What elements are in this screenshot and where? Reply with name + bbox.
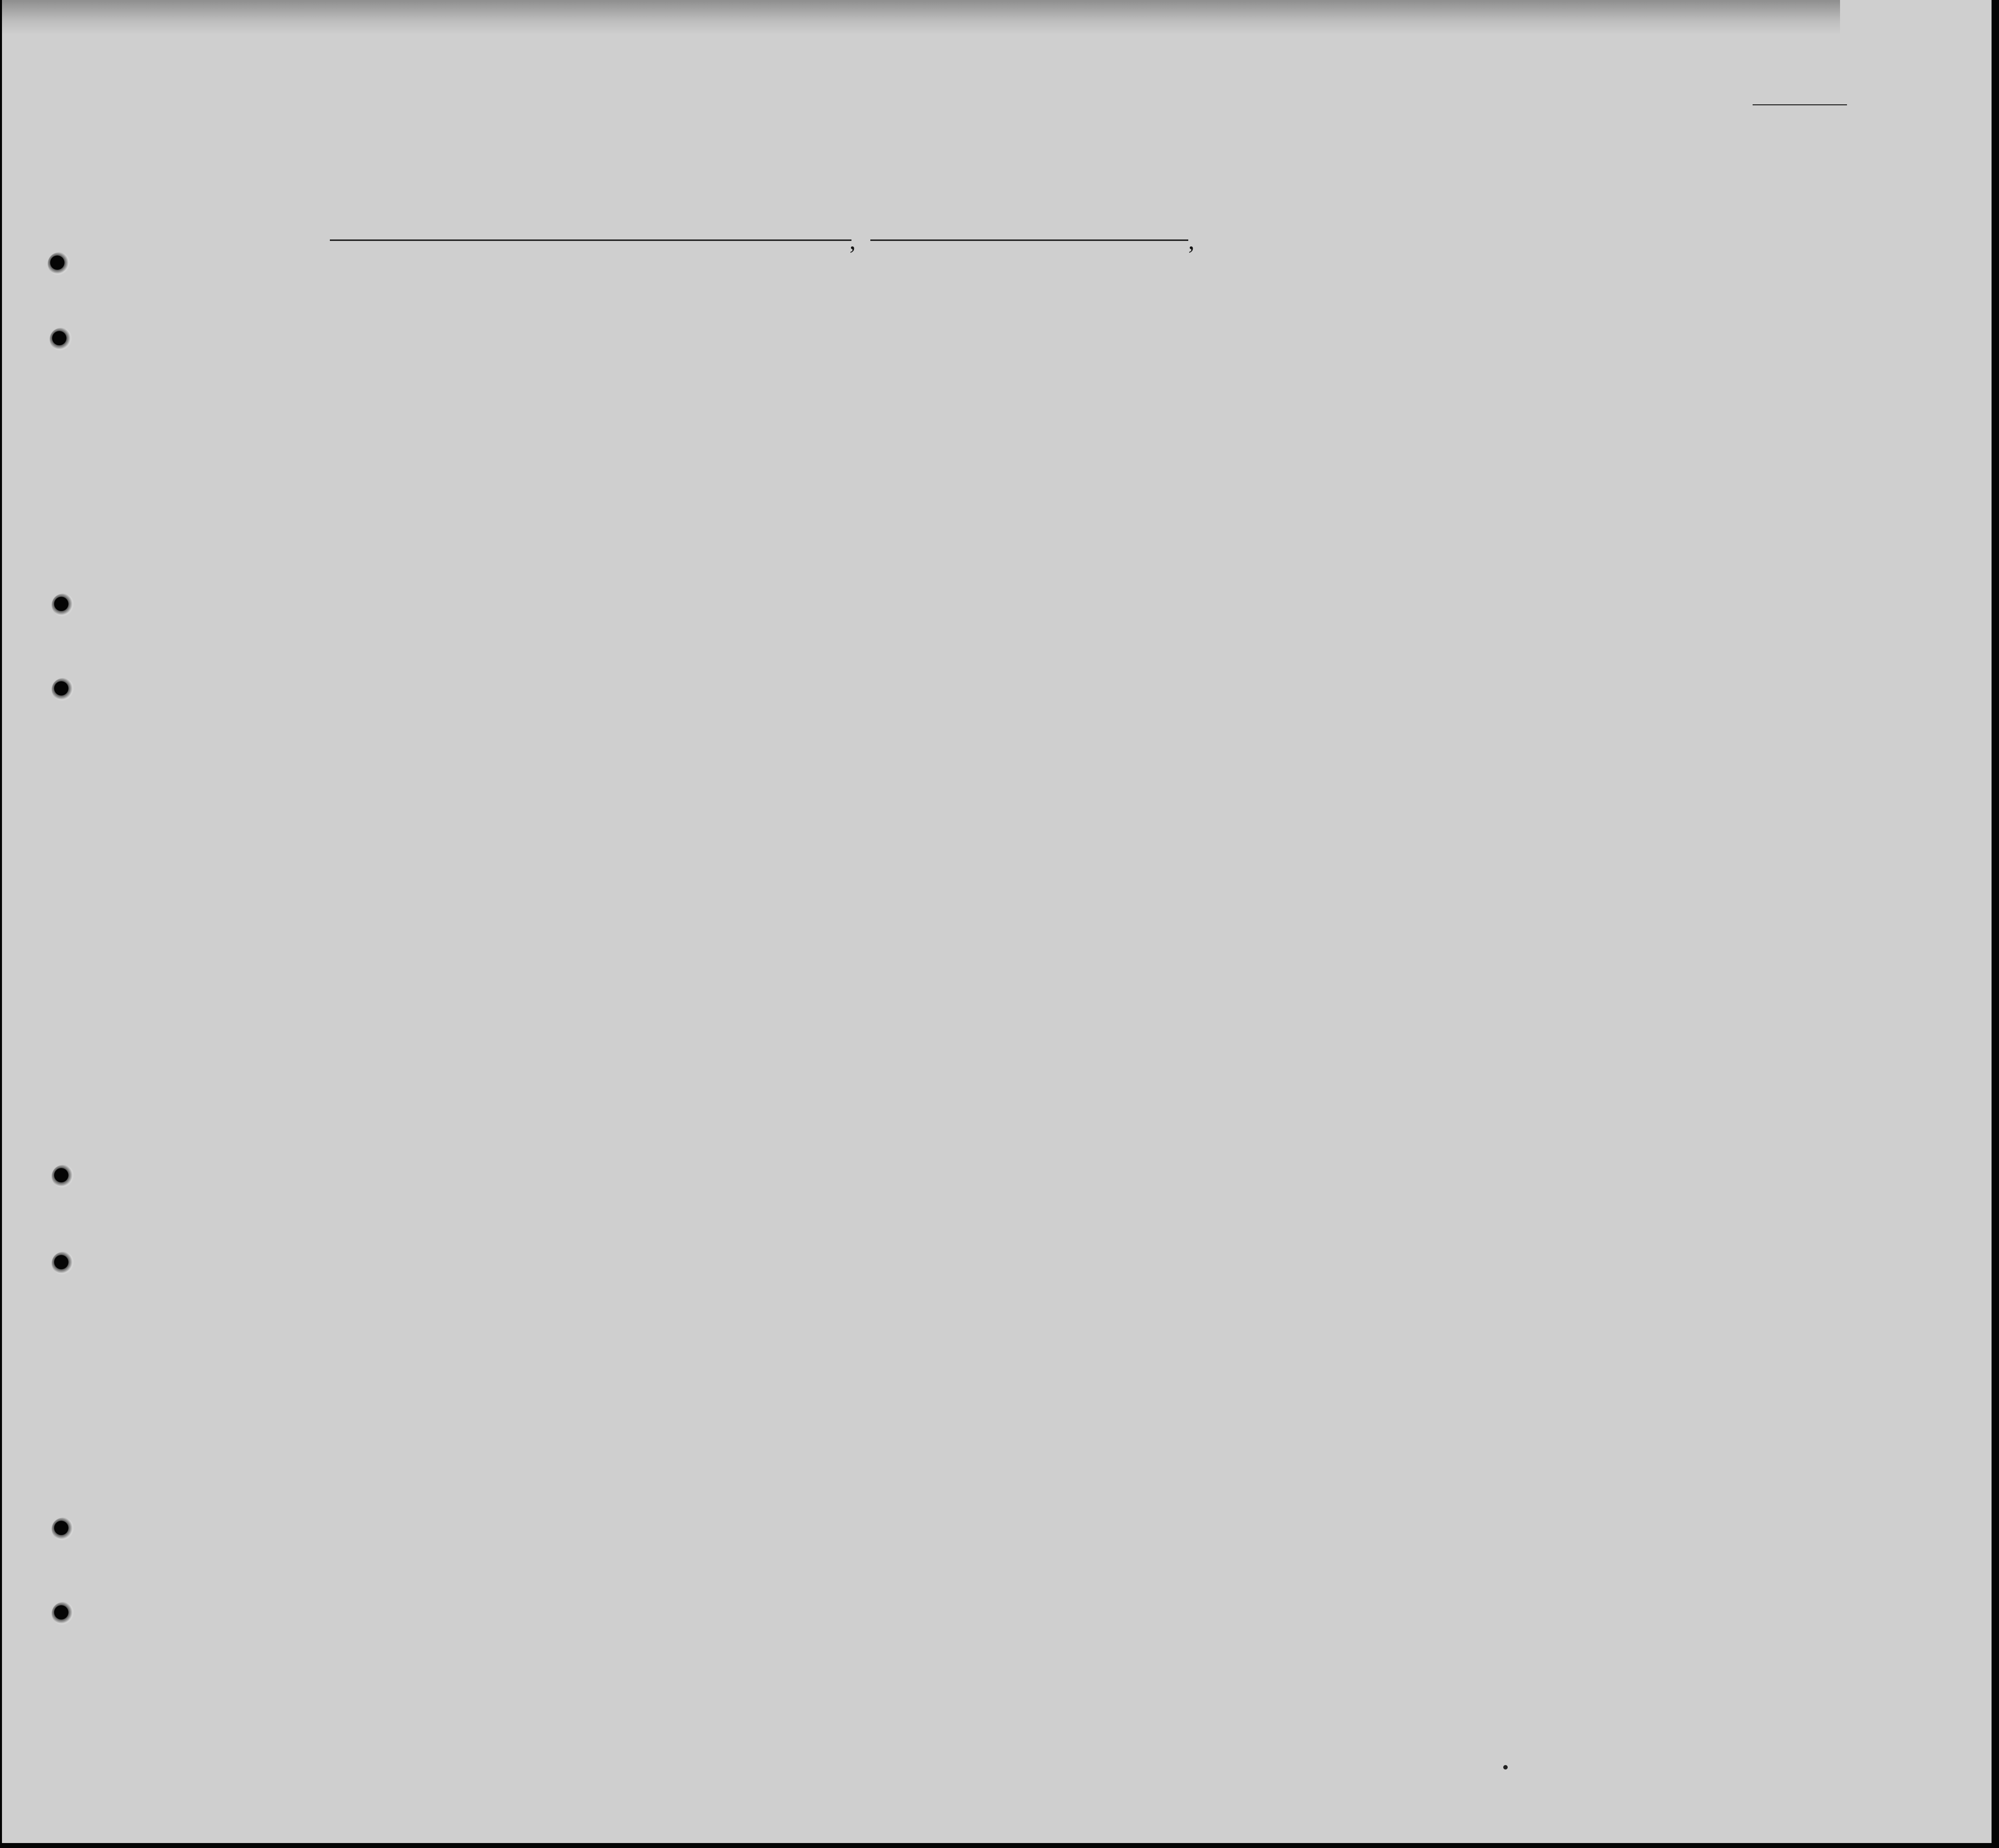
header-money — [697, 310, 722, 440]
punch-hole — [52, 1165, 75, 1188]
punch-hole — [48, 252, 71, 275]
port-line — [330, 239, 851, 241]
header-arrested — [1501, 313, 1526, 442]
header-prison — [1277, 318, 1307, 442]
punch-hole — [50, 328, 73, 351]
manifest-sheet — [2, 0, 1992, 1843]
date-line — [870, 239, 1188, 241]
comma-1: , — [849, 227, 856, 254]
header-purpose-citizen — [1247, 343, 1272, 442]
header-polygamist — [1332, 318, 1349, 442]
header-ticket — [573, 310, 598, 440]
header-anarchist — [1358, 318, 1375, 442]
top-edge-strip — [2, 0, 1840, 35]
punch-hole — [52, 594, 75, 616]
punch-hole — [52, 1602, 75, 1625]
punch-hole — [52, 1252, 75, 1275]
punch-hole — [52, 1518, 75, 1540]
header-overthrow — [1381, 313, 1440, 442]
ink-dot — [1503, 1765, 1508, 1770]
header-purpose-return — [1165, 343, 1206, 442]
header-feet — [1643, 412, 1658, 440]
header-excluded — [1472, 313, 1497, 442]
punch-hole — [52, 678, 75, 701]
list-number — [1753, 104, 1847, 105]
header-offer — [1433, 313, 1467, 442]
list-label — [1753, 84, 1847, 111]
header-purpose-length — [1213, 343, 1238, 442]
comma-2: , — [1188, 227, 1195, 254]
header-inches — [1666, 407, 1681, 440]
